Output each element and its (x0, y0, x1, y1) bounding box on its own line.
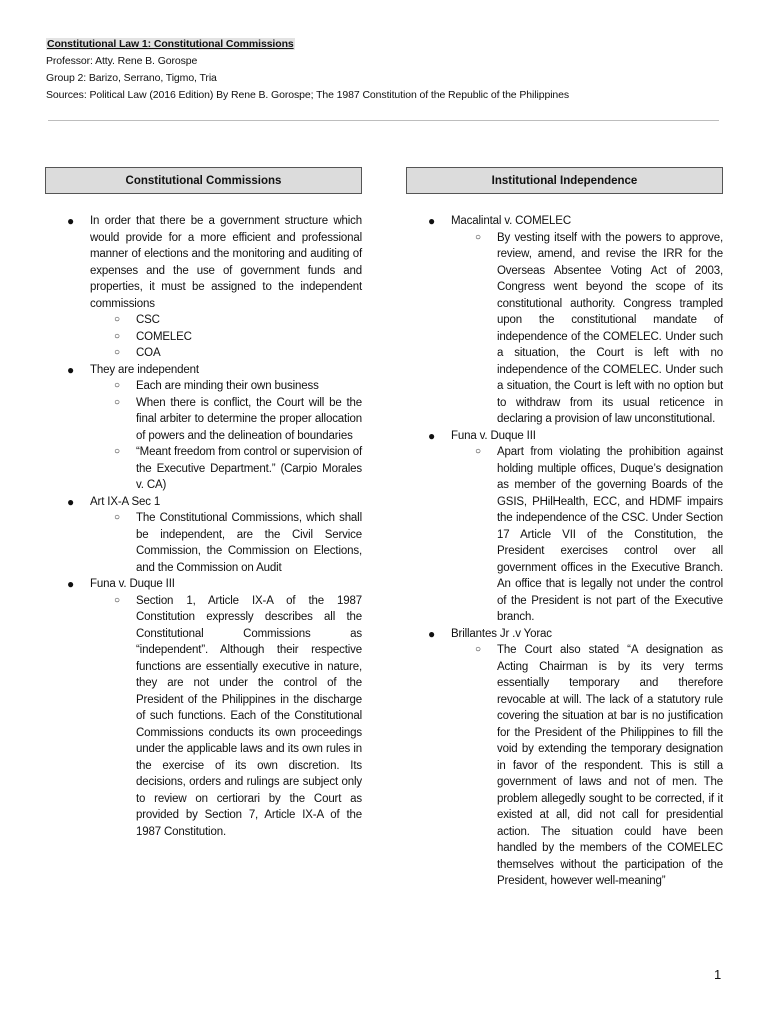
sub-list-item-text: Section 1, Article IX-A of the 1987 Constitution expressly describes all the Constitutional Commissions as “independent”. Although their respective functions are essentially executive in nature, they are not under the control of the President of the Philippines in the discharge of such functions. Each of the Constitutional Commissions conducts its own proceedings under the applicable laws and its own rules in the exercise of its own discretion. Its decisions, orders and rulings are subject only to review on certiorari by the Court as provided by Section 7, Article IX-A of the 1987 Constitution. (136, 594, 362, 838)
list-item (45, 362, 362, 379)
right-column-list (406, 213, 723, 890)
list-item (45, 494, 362, 511)
hollow-bullet-icon: ○ (114, 380, 120, 391)
bullet-icon: ● (428, 428, 436, 443)
sub-list-item (45, 395, 362, 445)
hollow-bullet-icon: ○ (114, 396, 120, 408)
list-item-text: Funa v. Duque III (451, 429, 536, 442)
sub-list-item (45, 312, 362, 329)
professor-line: Professor: Atty. Rene B. Gorospe (46, 55, 198, 67)
bullet-icon: ● (428, 214, 436, 228)
sub-list-item-text: COMELEC (136, 330, 192, 343)
hollow-bullet-icon: ○ (114, 347, 120, 358)
left-column (45, 167, 362, 840)
sub-list-item-text: By vesting itself with the powers to approve, review, amend, and revise the IRR for the Overseas Absentee Voting Act of 2003, Congress went beyond the scope of its constitutional authority. Congress trampled upon the constitutional mandate of independence of the COMELEC. Under such a situation, the Court is left with no independence of the COMELEC. Under such a situation, the Court is left with no option but to withdraw from its usual reticence in declaring a provision of law unconstitutional. (497, 231, 723, 425)
left-column-list (45, 213, 362, 840)
left-column-heading: Constitutional Commissions (45, 167, 362, 194)
sub-list-item (45, 510, 362, 576)
list-item-text: Art IX-A Sec 1 (90, 495, 161, 508)
list-item-text: Macalintal v. COMELEC (451, 215, 571, 227)
sub-list-item-text: The Constitutional Commissions, which shall be independent, are the Civil Service Commission, the Commission on Elections, and the Commission on Audit (136, 512, 362, 574)
sub-list-item (406, 230, 723, 428)
sub-list-item (45, 329, 362, 346)
hollow-bullet-icon: ○ (475, 644, 481, 655)
list-item-text: Brillantes Jr .v Yorac (451, 627, 552, 640)
hollow-bullet-icon: ○ (114, 330, 120, 342)
document-title: Constitutional Law 1: Constitutional Commissions (47, 38, 294, 50)
list-item (45, 213, 362, 312)
bullet-icon: ● (67, 362, 75, 377)
page-number: 1 (714, 967, 722, 982)
right-column-heading: Institutional Independence (406, 167, 723, 194)
hollow-bullet-icon: ○ (114, 594, 120, 606)
hollow-bullet-icon: ○ (114, 314, 120, 325)
list-item-text: Funa v. Duque III (90, 578, 175, 590)
hollow-bullet-icon: ○ (475, 446, 481, 457)
sub-list-item-text: When there is conflict, the Court will be the final arbiter to determine the proper allocation of powers and the delineation of boundaries (136, 396, 362, 442)
sub-list-item (406, 642, 723, 890)
hollow-bullet-icon: ○ (114, 446, 120, 457)
list-item (45, 576, 362, 593)
list-item-text: In order that there be a government structure which would provide for a more efficient and professional manner of elections and the monitoring and auditing of expenses and the use of government funds and properties, it must be assigned to the independent commissions (90, 215, 362, 310)
group-line: Group 2: Barizo, Serrano, Tigmo, Tria (46, 72, 217, 84)
hollow-bullet-icon: ○ (114, 512, 120, 523)
list-item (406, 428, 723, 445)
bullet-icon: ● (67, 214, 75, 228)
sub-list-item-text: The Court also stated “A designation as Acting Chairman is by its very terms essentially temporary and therefore revocable at will. The lack of a statutory rule covering the situation at bar is no justification for the President of the Philippines to fill the void by extending the temporary designation in favor of the respondent. This is still a government of laws and not of men. The problem allegedly sought to be corrected, if it existed at all, did not call for presidential action. The situation could have been handled by the members of the COMELEC themselves without the participation of the President, however well-meaning” (497, 644, 723, 887)
sub-list-item-text: COA (136, 347, 161, 359)
sub-list-item (45, 593, 362, 841)
sub-list-item (45, 345, 362, 362)
horizontal-divider (48, 120, 719, 121)
sub-list-item-text: Apart from violating the prohibition against holding multiple offices, Duque’s designation as member of the governing Boards of the GSIS, PHilHealth, ECC, and HDMF impairs the independence of the CSC. Under Section 17 Article VII of the Constitution, the President exercises control over all government offices in the Executive Branch. An office that is legally not under the control of the President is not part of the Executive branch. (497, 446, 723, 623)
sub-list-item (406, 444, 723, 626)
document-header (46, 36, 726, 104)
bullet-icon: ● (428, 626, 436, 641)
sub-list-item-text: CSC (136, 314, 160, 326)
sub-list-item-text: “Meant freedom from control or supervision of the Executive Department.” (Carpio Morales v. CA) (136, 446, 362, 491)
bullet-icon: ● (67, 577, 75, 591)
hollow-bullet-icon: ○ (475, 231, 481, 243)
sub-list-item-text: Each are minding their own business (136, 380, 319, 392)
sub-list-item (45, 378, 362, 395)
right-column (406, 167, 723, 890)
list-item-text: They are independent (90, 363, 199, 376)
sub-list-item (45, 444, 362, 494)
sources-line: Sources: Political Law (2016 Edition) By Rene B. Gorospe; The 1987 Constitution of the Republic of the Philippines (46, 89, 570, 101)
bullet-icon: ● (67, 494, 75, 509)
list-item (406, 626, 723, 643)
list-item (406, 213, 723, 230)
